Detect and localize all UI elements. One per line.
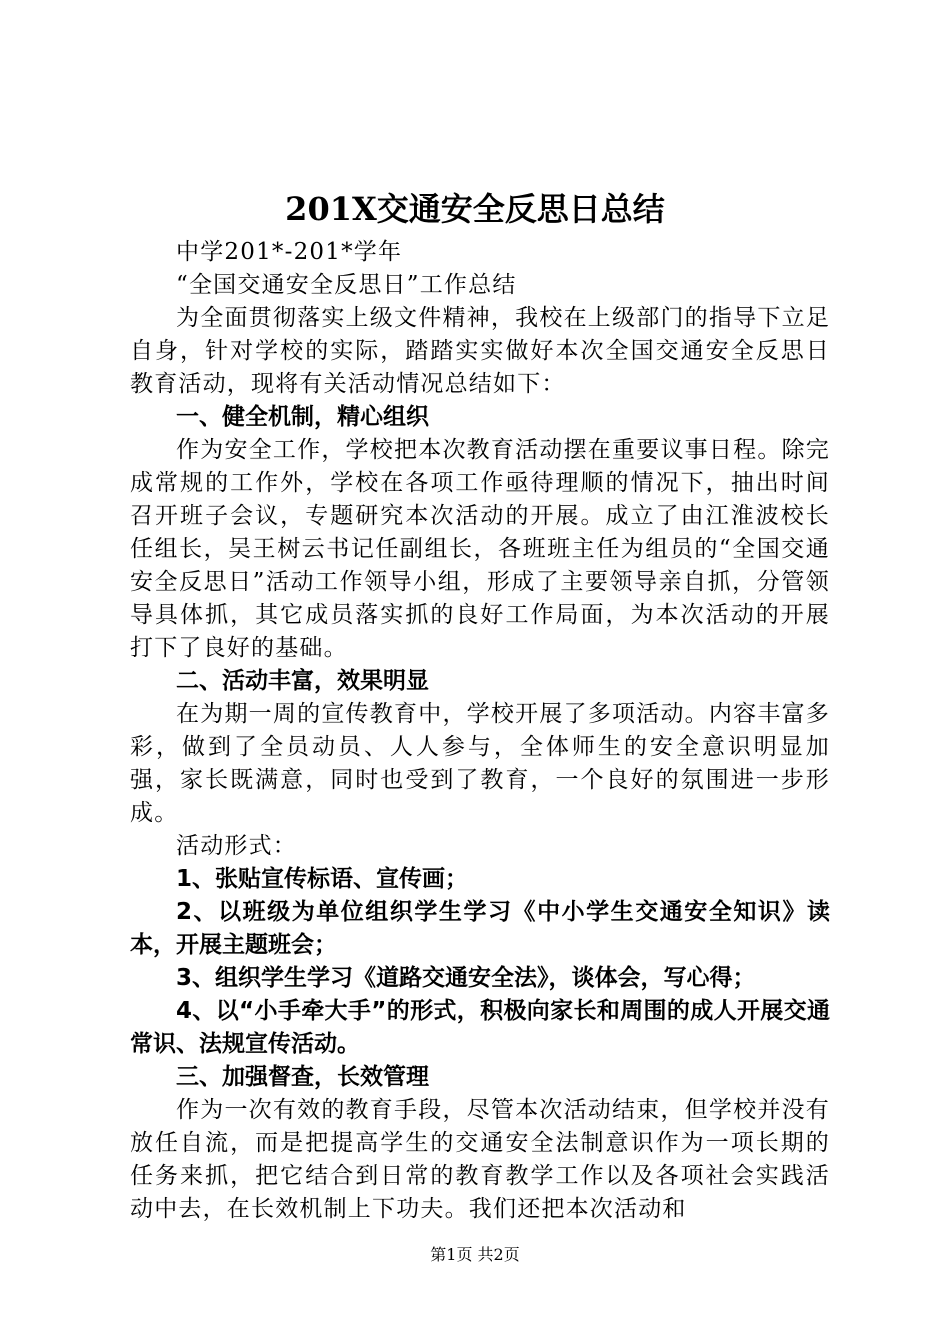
section-body-3: 作为一次有效的教育手段，尽管本次活动结束，但学校并没有放任自流，而是把提高学生的交通安全法制意识作为一项长期的任务来抓，把它结合到日常的教育教学工作以及各项社会实践活动中去，在长效机制上下功夫。我们还把本次活动和 bbox=[130, 1097, 830, 1222]
activity-item: 3、组织学生学习《道路交通安全法》，谈体会，写心得； bbox=[176, 965, 756, 991]
activity-item: 1、张贴宣传标语、宣传画； bbox=[176, 866, 469, 892]
section-body-2: 在为期一周的宣传教育中，学校开展了多项活动。内容丰富多彩，做到了全员动员、人人参与，全体师生的安全意识明显加强，家长既满意，同时也受到了教育，一个良好的氛围进一步形成。 bbox=[130, 701, 830, 826]
section-heading-3: 三、加强督查，长效管理 bbox=[176, 1064, 429, 1090]
section-heading-2: 二、活动丰富，效果明显 bbox=[176, 668, 429, 694]
activity-item: 2、以班级为单位组织学生学习《中小学生交通安全知识》读本，开展主题班会； bbox=[130, 899, 830, 958]
section-heading-1: 一、健全机制，精心组织 bbox=[176, 404, 429, 430]
activities-label: 活动形式： bbox=[176, 833, 297, 859]
activity-item: 4、以“小手牵大手”的形式，积极向家长和周围的成人开展交通常识、法规宣传活动。 bbox=[130, 998, 830, 1057]
subtitle-report-name: “全国交通安全反思日”工作总结 bbox=[176, 272, 517, 298]
subtitle-school-year: 中学201*-201*学年 bbox=[176, 239, 403, 265]
page-number-footer: 第1页 共2页 bbox=[430, 1245, 520, 1264]
section-body-1: 作为安全工作，学校把本次教育活动摆在重要议事日程。除完成常规的工作外，学校在各项工作亟待理顺的情况下，抽出时间召开班子会议，专题研究本次活动的开展。成立了由江淮波校长任组长，吴王树云书记任副组长，各班班主任为组员的“全国交通安全反思日”活动工作领导小组，形成了主要领导亲自抓，分管领导具体抓，其它成员落实抓的良好工作局面，为本次活动的开展打下了良好的基础。 bbox=[130, 437, 830, 661]
intro-paragraph: 为全面贯彻落实上级文件精神，我校在上级部门的指导下立足自身，针对学校的实际，踏踏实实做好本次全国交通安全反思日教育活动，现将有关活动情况总结如下： bbox=[130, 305, 830, 397]
document-body bbox=[130, 236, 830, 1226]
document-title: 201X交通安全反思日总结 bbox=[285, 190, 665, 228]
